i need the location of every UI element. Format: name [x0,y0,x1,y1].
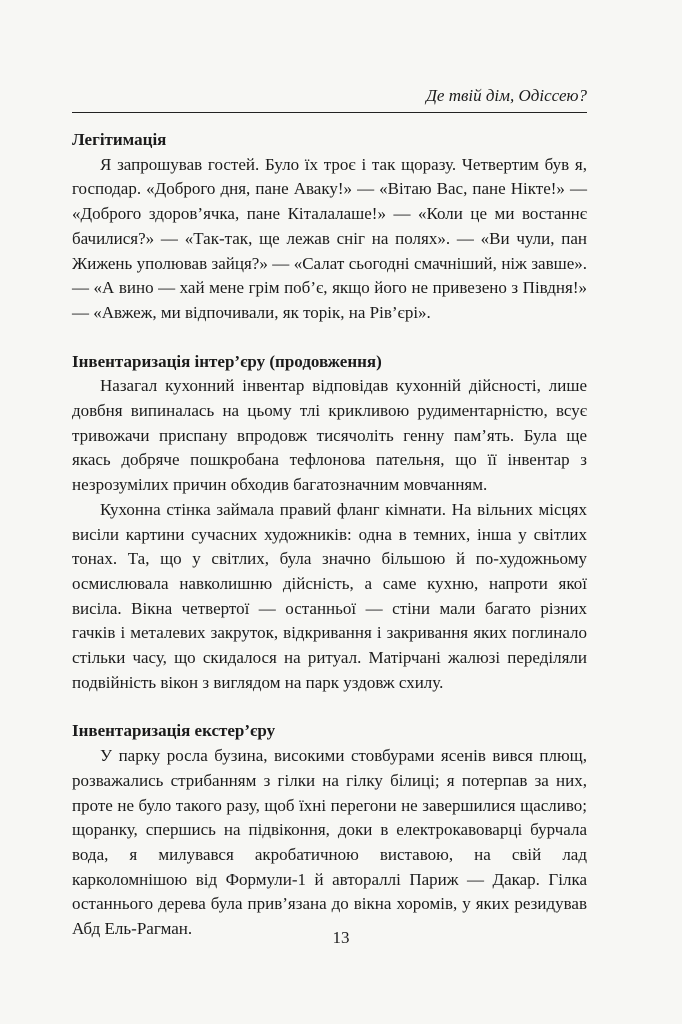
section-heading: Легітимація [72,130,167,149]
section-legitimation [72,128,587,326]
paragraph: Кухонна стінка займала правий фланг кімнати. На вільних місцях висіли картини сучасних художників: одна в темних, інша у світлих тонах. Та, що у світлих, була значно більшою й по-художньому осмислювала навколишню дійсність, а саме кухню, напроти якої висіла. Вікна четвертої — останньої — стіни мали багато різних гачків і металевих закруток, відкривання і закривання яких поглинало стільки часу, що скидалося на ритуал. Матірчані жалюзі переділяли подвійність вікон з виглядом на парк уздовж схилу. [72,499,587,692]
paragraph: У парку росла бузина, високими стовбурами ясенів вився плющ, розважались стрибанням з гілки на гілку білиці; я потерпав за них, проте не було такого разу, щоб їхні перегони не завершилися щасливо; щоранку, спершись на підвіконня, доки в електрокавоварці бурчала вода, я милувався акробатичною виставою, на свій лад карколомнішою від Формули-1 й автораллі Париж — Дакар. Гілка останнього дерева була прив’язана до вікна хоромів, у яких резидував Абд Ель-Рагман. [72,746,587,939]
section-heading: Інвентаризація екстер’єру [72,721,276,741]
page-number: 13 [332,928,350,947]
section-interior-inventory [72,350,587,696]
section-exterior-inventory [72,719,587,941]
page-body [72,128,587,966]
section-heading: Інвентаризація інтер’єру (продовження) [72,351,382,371]
paragraph: Я запрошував гостей. Було їх троє і так щоразу. Четвертим був я, господар. «Доброго дня, пане Аваку!» — «Вітаю Вас, пане Нікте!» — «Доброго здоров’ячка, пане Кіталалаше!» — «Коли це ми востаннє бачилися?» — «Так-так, ще лежав сніг на полях». — «Ви чули, пан Жижень уполював зайця?» — «Салат сьогодні смачніший, ніж завше». — «А вино — хай мене грім поб’є, якщо його не привезено з Півдня!» — «Авжеж, ми відпочивали, як торік, на Рів’єрі». [72,154,587,322]
running-header: Де твій дім, Одіссею? [426,86,587,105]
header-rule [72,112,587,113]
paragraph: Назагал кухонний інвентар відповідав кухонній дійсності, лише довбня випиналась на цьому тлі крикливою рудиментарністю, всує тривожачи приспану впродовж тисячоліть генну пам’ять. Була ще якась добряче пошкробана тефлонова пательня, що її інвентар з незрозумілих причин обходив багатозначним мовчанням. [72,376,587,495]
